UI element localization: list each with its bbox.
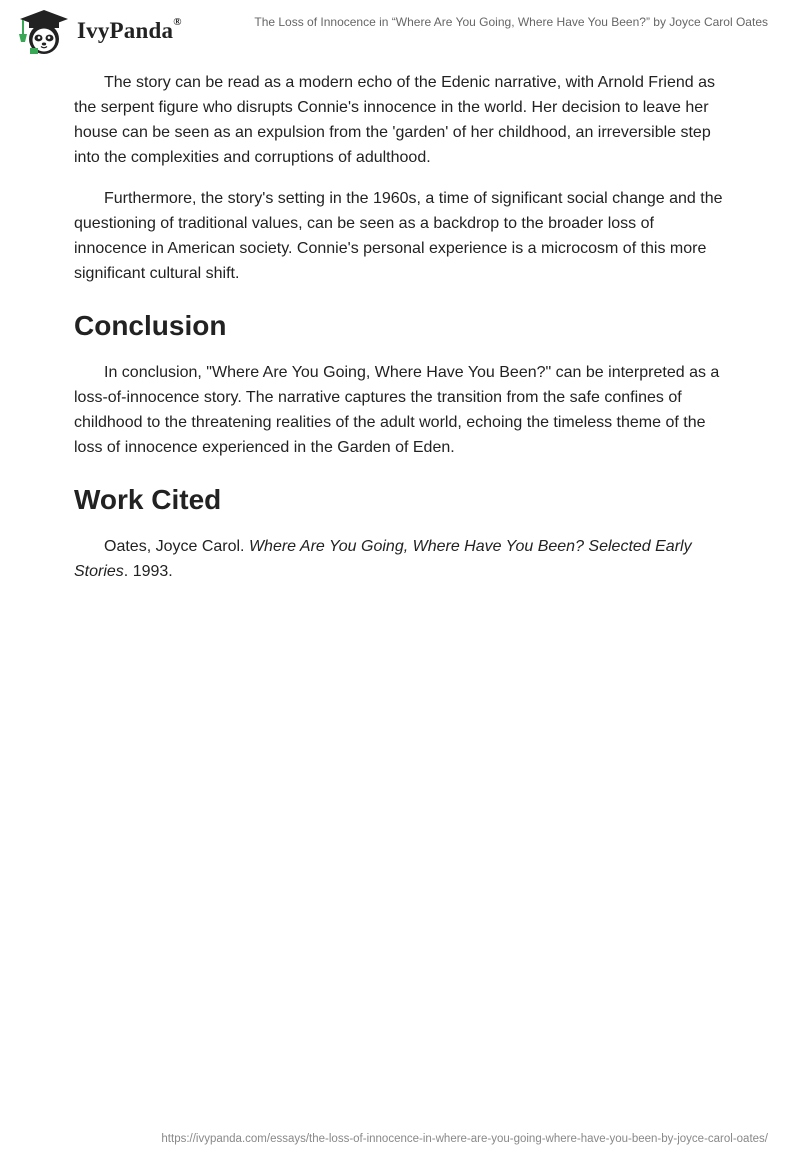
- citation-title: Where Are You Going, Where Have You Been? Selected Early Stories: [74, 538, 692, 580]
- page-header: [0, 0, 800, 60]
- works-cited-heading: Work Cited: [74, 484, 222, 515]
- citation-tail: . 1993.: [123, 563, 173, 580]
- document-title: The Loss of Innocence in “Where Are You Going, Where Have You Been?” by Joyce Carol Oates: [254, 15, 768, 29]
- citation-author: Oates, Joyce Carol.: [104, 538, 249, 555]
- body-paragraph: The story can be read as a modern echo of the Edenic narrative, with Arnold Friend as the serpent figure who disrupts Connie's innocence in the world. Her decision to leave her house can be seen as an expulsion from the 'garden' of her childhood, an irreversible step into the complexities and corruptions of adulthood.: [74, 74, 715, 166]
- ivypanda-logo[interactable]: [14, 8, 234, 56]
- brand-name: IvyPanda®: [77, 16, 182, 43]
- body-paragraph: Furthermore, the story's setting in the 1960s, a time of significant social change and the questioning of traditional values, can be seen as a backdrop to the broader loss of innocence in American society. Connie's personal experience is a microcosm of this more significant cultural shift.: [74, 190, 723, 282]
- source-url[interactable]: https://ivypanda.com/essays/the-loss-of-innocence-in-where-are-you-going-where-have-you-been-by-joyce-carol-oates/: [161, 1133, 768, 1145]
- panda-graduate-logo-icon: [14, 8, 74, 56]
- essay-content: [74, 70, 724, 600]
- citation-entry: [74, 534, 724, 584]
- conclusion-heading: Conclusion: [74, 310, 227, 341]
- conclusion-paragraph: In conclusion, "Where Are You Going, Where Have You Been?" can be interpreted as a loss-of-innocence story. The narrative captures the transition from the safe confines of childhood to the threatening realities of the adult world, echoing the timeless theme of the loss of innocence experienced in the Garden of Eden.: [74, 364, 720, 456]
